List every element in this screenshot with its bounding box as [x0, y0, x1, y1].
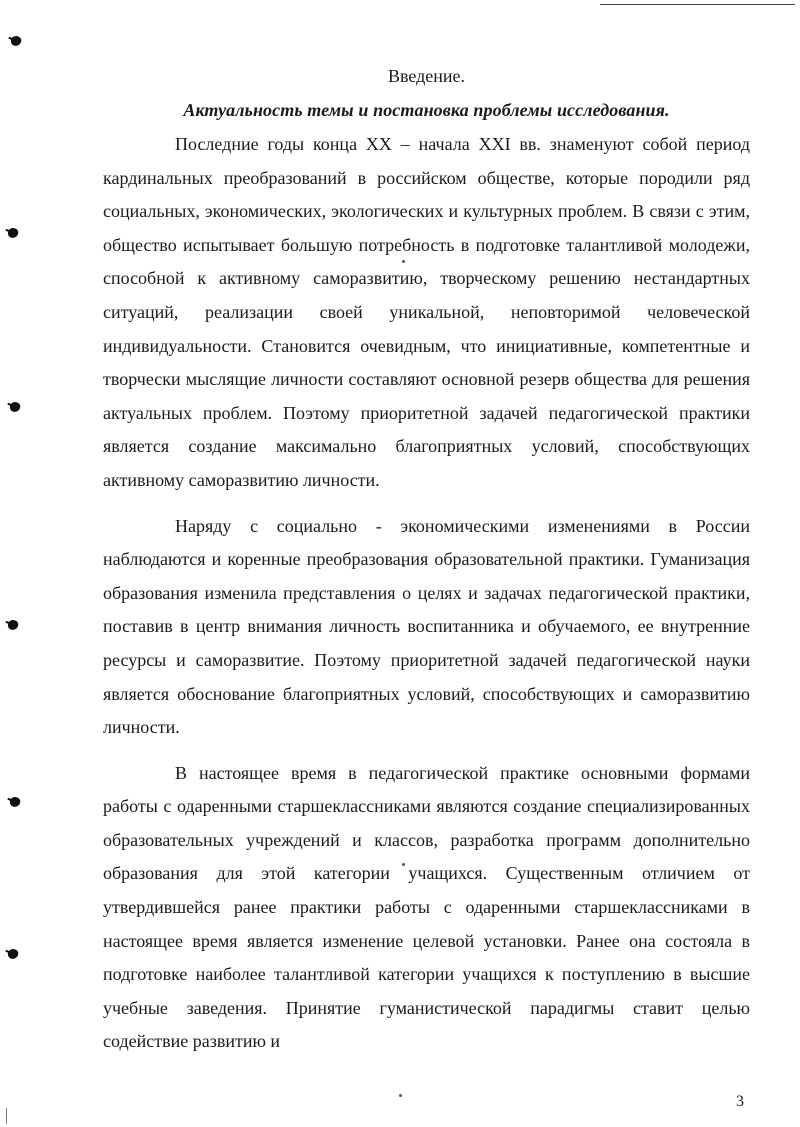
paragraph: В настоящее время в педагогической практике основными формами работы с одаренными старшеклассниками являются создание специализированных образовательных учреждений и классов, разработка программ дополнительно образования для этой категории учащихся. Существенным отличием от утвердившейся ранее практики работы с одаренными старшеклассниками в настоящее время является изменение целевой установки. Ранее она состояла в подготовке наиболее талантливой категории учащихся к поступлению в высшие учебные заведения. Принятие гуманистической парадигмы ставит целью содействие развитию и — [103, 762, 750, 1052]
paragraph: Наряду с социально - экономическими изменениями в России наблюдаются и коренные преобразования образовательной практики. Гуманизация образования изменила представления о целях и задачах педагогической практики, поставив в центр внимания личность воспитанника и обучаемого, ее внутренние ресурсы и саморазвитие. Поэтому приоритетной задачей педагогической науки является обоснование благоприятных условий, способствующих и саморазвитию личности. — [103, 515, 750, 738]
section-subheading: Актуальность темы и постановка проблемы исследования. — [183, 100, 670, 120]
binding-hole-mark — [9, 34, 22, 47]
page-number: 3 — [736, 1093, 744, 1110]
top-rule — [600, 4, 795, 5]
paragraph: Последние годы конца XX – начала XXI вв. знаменуют собой период кардинальных преобразований в российском обществе, которые породили ряд социальных, экономических, экологических и культурных проблем. В связи с этим, общество испытывает большую потребность в подготовке талантливой молодежи, способной к активному саморазвитию, творческому решению нестандартных ситуаций, реализации своей уникальной, неповторимой человеческой индивидуальности. Становится очевидным, что инициативные, компетентные и творчески мыслящие личности составляют основной резерв общества для решения актуальных проблем. Поэтому приоритетной задачей педагогической практики является создание максимально благоприятных условий, способствующих активному саморазвитию личности. — [103, 134, 750, 490]
body-text — [103, 62, 750, 1059]
binding-hole-mark — [8, 795, 21, 808]
scan-speck — [399, 1094, 402, 1097]
section-heading: Введение. — [387, 66, 466, 86]
binding-hole-mark — [6, 947, 19, 960]
binding-hole-mark — [8, 400, 21, 413]
binding-hole-mark — [6, 226, 19, 239]
binding-hole-mark — [6, 618, 19, 631]
edge-tick — [6, 1108, 7, 1124]
